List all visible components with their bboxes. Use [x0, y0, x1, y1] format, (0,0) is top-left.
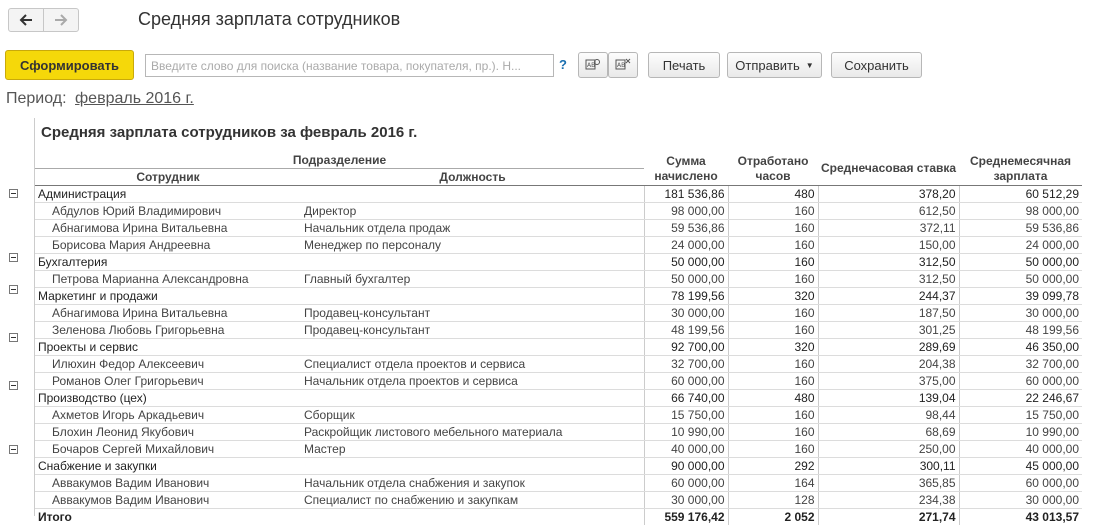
header-salary: Среднемесячная зарплата: [959, 152, 1082, 185]
group-sum: 92 700,00: [644, 339, 728, 356]
cancel-search-button[interactable]: [608, 52, 638, 78]
employee-name: Бочаров Сергей Михайлович: [35, 441, 301, 458]
group-rate: 139,04: [818, 390, 959, 407]
group-rate: 244,37: [818, 288, 959, 305]
employee-sum: 40 000,00: [644, 441, 728, 458]
group-sum: 50 000,00: [644, 254, 728, 271]
employee-salary: 98 000,00: [959, 203, 1082, 220]
employee-name: Зеленова Любовь Григорьевна: [35, 322, 301, 339]
collapse-toggle-icon[interactable]: [9, 189, 18, 198]
employee-salary: 59 536,86: [959, 220, 1082, 237]
employee-salary: 15 750,00: [959, 407, 1082, 424]
group-salary: 39 099,78: [959, 288, 1082, 305]
employee-sum: 48 199,56: [644, 322, 728, 339]
search-input[interactable]: Введите слово для поиска (название товара, покупателя, пр.). Н...: [145, 54, 554, 77]
group-row[interactable]: [35, 339, 1082, 356]
dropdown-arrow-icon: ▼: [806, 61, 814, 70]
employee-sum: 60 000,00: [644, 475, 728, 492]
employee-salary: 60 000,00: [959, 373, 1082, 390]
employee-sum: 10 990,00: [644, 424, 728, 441]
table-row: [35, 475, 1082, 492]
employee-rate: 365,85: [818, 475, 959, 492]
header-rate: Среднечасовая ставка: [818, 152, 959, 185]
group-name: Бухгалтерия: [35, 254, 644, 271]
employee-sum: 24 000,00: [644, 237, 728, 254]
search-text-icon: [585, 58, 601, 72]
table-row: [35, 373, 1082, 390]
total-label: Итого: [35, 509, 644, 525]
employee-rate: 204,38: [818, 356, 959, 373]
group-salary: 22 246,67: [959, 390, 1082, 407]
employee-position: Продавец-консультант: [301, 305, 644, 322]
table-row: [35, 356, 1082, 373]
page-title: Средняя зарплата сотрудников: [138, 9, 400, 30]
employee-sum: 98 000,00: [644, 203, 728, 220]
employee-rate: 312,50: [818, 271, 959, 288]
employee-hours: 160: [728, 305, 818, 322]
header-department: Подразделение: [35, 152, 644, 169]
employee-name: Абдулов Юрий Владимирович: [35, 203, 301, 220]
employee-name: Илюхин Федор Алексеевич: [35, 356, 301, 373]
send-button[interactable]: [727, 52, 822, 78]
employee-salary: 10 990,00: [959, 424, 1082, 441]
group-name: Снабжение и закупки: [35, 458, 644, 475]
table-row: [35, 271, 1082, 288]
group-sum: 181 536,86: [644, 186, 728, 203]
group-salary: 46 350,00: [959, 339, 1082, 356]
employee-position: Директор: [301, 203, 644, 220]
employee-hours: 160: [728, 424, 818, 441]
group-salary: 60 512,29: [959, 186, 1082, 203]
employee-salary: 60 000,00: [959, 475, 1082, 492]
arrow-right-icon: [54, 14, 68, 26]
collapse-toggle-icon[interactable]: [9, 445, 18, 454]
employee-position: Раскройщик листового мебельного материала: [301, 424, 644, 441]
employee-rate: 68,69: [818, 424, 959, 441]
group-hours: 480: [728, 186, 818, 203]
employee-position: Начальник отдела проектов и сервиса: [301, 373, 644, 390]
collapse-toggle-icon[interactable]: [9, 253, 18, 262]
employee-name: Петрова Марианна Александровна: [35, 271, 301, 288]
report-title: Средняя зарплата сотрудников за февраль 2016 г.: [41, 124, 417, 141]
employee-name: Романов Олег Григорьевич: [35, 373, 301, 390]
employee-hours: 160: [728, 271, 818, 288]
employee-hours: 160: [728, 237, 818, 254]
employee-hours: 160: [728, 203, 818, 220]
employee-sum: 59 536,86: [644, 220, 728, 237]
employee-position: Главный бухгалтер: [301, 271, 644, 288]
generate-button[interactable]: Сформировать: [5, 50, 134, 80]
employee-name: Ахметов Игорь Аркадьевич: [35, 407, 301, 424]
nav-buttons: [8, 8, 79, 32]
arrow-left-icon: [19, 14, 33, 26]
group-row[interactable]: [35, 254, 1082, 271]
total-row: [35, 509, 1082, 525]
employee-sum: 60 000,00: [644, 373, 728, 390]
employee-rate: 234,38: [818, 492, 959, 509]
employee-hours: 160: [728, 373, 818, 390]
group-name: Производство (цех): [35, 390, 644, 407]
employee-salary: 50 000,00: [959, 271, 1082, 288]
forward-button[interactable]: [43, 9, 78, 31]
employee-hours: 160: [728, 356, 818, 373]
table-row: [35, 237, 1082, 254]
employee-name: Борисова Мария Андреевна: [35, 237, 301, 254]
svg-text:AB: AB: [587, 62, 595, 69]
header-position: Должность: [301, 169, 644, 186]
total-salary: 43 013,57: [959, 509, 1082, 525]
employee-name: Абнагимова Ирина Витальевна: [35, 305, 301, 322]
group-rate: 300,11: [818, 458, 959, 475]
find-button[interactable]: [578, 52, 608, 78]
header-employee: Сотрудник: [35, 169, 301, 186]
employee-position: Специалист отдела проектов и сервиса: [301, 356, 644, 373]
collapse-toggle-icon[interactable]: [9, 285, 18, 294]
employee-rate: 150,00: [818, 237, 959, 254]
employee-rate: 250,00: [818, 441, 959, 458]
table-row: [35, 407, 1082, 424]
send-label: Отправить: [735, 58, 799, 73]
group-rate: 289,69: [818, 339, 959, 356]
employee-sum: 30 000,00: [644, 492, 728, 509]
employee-hours: 164: [728, 475, 818, 492]
group-sum: 90 000,00: [644, 458, 728, 475]
employee-position: Специалист по снабжению и закупкам: [301, 492, 644, 509]
employee-name: Аввакумов Вадим Иванович: [35, 492, 301, 509]
total-hours: 2 052: [728, 509, 818, 525]
employee-hours: 160: [728, 407, 818, 424]
employee-position: Мастер: [301, 441, 644, 458]
table-row: [35, 441, 1082, 458]
group-hours: 292: [728, 458, 818, 475]
employee-salary: 32 700,00: [959, 356, 1082, 373]
group-hours: 320: [728, 339, 818, 356]
group-hours: 320: [728, 288, 818, 305]
table-row: [35, 203, 1082, 220]
save-button[interactable]: Сохранить: [831, 52, 922, 78]
employee-sum: 50 000,00: [644, 271, 728, 288]
table-row: [35, 322, 1082, 339]
collapse-toggle-icon[interactable]: [9, 333, 18, 342]
employee-salary: 40 000,00: [959, 441, 1082, 458]
employee-name: Абнагимова Ирина Витальевна: [35, 220, 301, 237]
period-label: Период:: [6, 90, 67, 108]
table-row: [35, 492, 1082, 509]
group-row[interactable]: [35, 288, 1082, 305]
group-name: Администрация: [35, 186, 644, 203]
employee-rate: 301,25: [818, 322, 959, 339]
employee-hours: 128: [728, 492, 818, 509]
table-row: [35, 305, 1082, 322]
group-salary: 50 000,00: [959, 254, 1082, 271]
group-rate: 378,20: [818, 186, 959, 203]
clear-search-icon: [615, 58, 631, 72]
employee-rate: 375,00: [818, 373, 959, 390]
group-name: Проекты и сервис: [35, 339, 644, 356]
group-sum: 66 740,00: [644, 390, 728, 407]
header-hours: Отработано часов: [728, 152, 818, 185]
employee-hours: 160: [728, 220, 818, 237]
employee-rate: 187,50: [818, 305, 959, 322]
employee-salary: 48 199,56: [959, 322, 1082, 339]
total-sum: 559 176,42: [644, 509, 728, 525]
employee-hours: 160: [728, 322, 818, 339]
group-row[interactable]: [35, 390, 1082, 407]
group-hours: 160: [728, 254, 818, 271]
employee-hours: 160: [728, 441, 818, 458]
employee-position: Менеджер по персоналу: [301, 237, 644, 254]
group-row[interactable]: [35, 186, 1082, 203]
print-button[interactable]: Печать: [648, 52, 720, 78]
table-row: [35, 424, 1082, 441]
employee-sum: 32 700,00: [644, 356, 728, 373]
employee-rate: 612,50: [818, 203, 959, 220]
group-salary: 45 000,00: [959, 458, 1082, 475]
group-hours: 480: [728, 390, 818, 407]
employee-position: Начальник отдела снабжения и закупок: [301, 475, 644, 492]
total-rate: 271,74: [818, 509, 959, 525]
back-button[interactable]: [9, 9, 43, 31]
report-table: [35, 152, 1082, 525]
employee-rate: 372,11: [818, 220, 959, 237]
group-row[interactable]: [35, 458, 1082, 475]
help-link[interactable]: ?: [559, 57, 567, 72]
employee-sum: 15 750,00: [644, 407, 728, 424]
group-name: Маркетинг и продажи: [35, 288, 644, 305]
svg-text:AB: AB: [617, 62, 625, 69]
employee-sum: 30 000,00: [644, 305, 728, 322]
employee-salary: 30 000,00: [959, 492, 1082, 509]
employee-position: Начальник отдела продаж: [301, 220, 644, 237]
employee-position: Сборщик: [301, 407, 644, 424]
employee-name: Блохин Леонид Якубович: [35, 424, 301, 441]
employee-salary: 30 000,00: [959, 305, 1082, 322]
employee-rate: 98,44: [818, 407, 959, 424]
employee-name: Аввакумов Вадим Иванович: [35, 475, 301, 492]
collapse-toggle-icon[interactable]: [9, 381, 18, 390]
header-sum: Сумма начислено: [644, 152, 728, 185]
table-row: [35, 220, 1082, 237]
employee-salary: 24 000,00: [959, 237, 1082, 254]
group-sum: 78 199,56: [644, 288, 728, 305]
employee-position: Продавец-консультант: [301, 322, 644, 339]
period-link[interactable]: февраль 2016 г.: [75, 90, 194, 108]
group-rate: 312,50: [818, 254, 959, 271]
